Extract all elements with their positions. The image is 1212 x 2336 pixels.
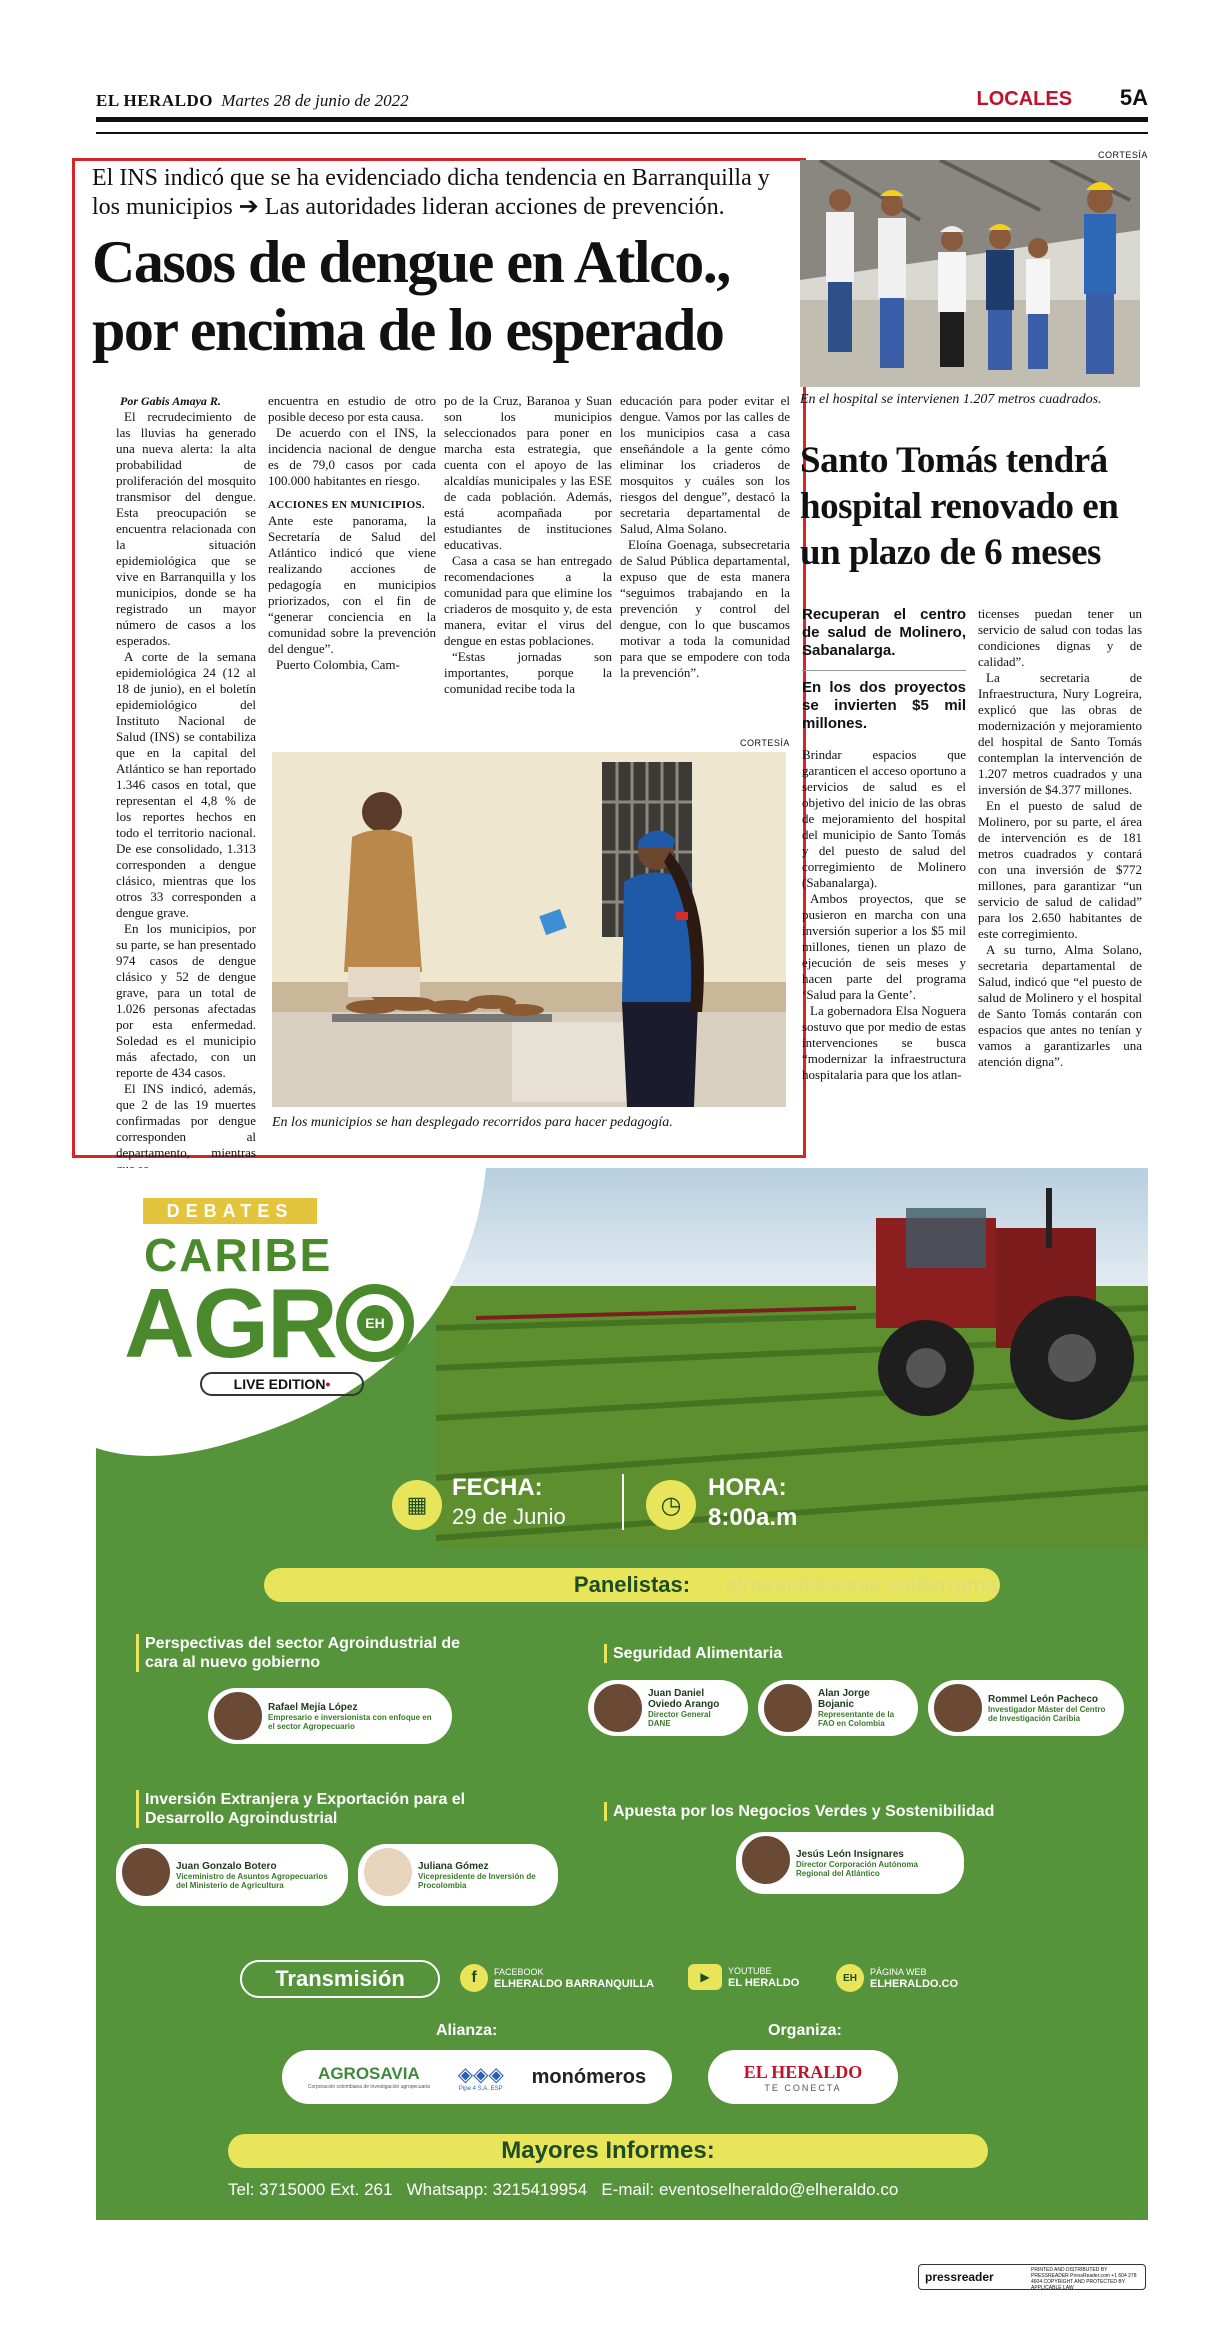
informes-label: Mayores Informes: <box>501 2137 715 2164</box>
eh-icon: EH <box>836 1964 864 1992</box>
article-column-2 <box>268 393 436 673</box>
topic-4: Apuesta por los Negocios Verdes y Sostenibilidad <box>604 1802 1084 1821</box>
contact-info: Tel: 3715000 Ext. 261 Whatsapp: 3215419954 E-mail: eventoselheraldo@elheraldo.co <box>228 2180 899 2199</box>
paragraph: “Estas jornadas son importantes, porque la comunidad recibe toda la <box>444 649 612 696</box>
article-column-3 <box>444 393 612 697</box>
page-number: 5A <box>1119 85 1148 110</box>
panelist-name: Juan Daniel Oviedo Arango <box>648 1688 720 1710</box>
panelist-name: Rafael Mejía López <box>268 1701 358 1713</box>
topic-3: Inversión Extranjera y Exportación para el Desarrollo Agroindustrial <box>136 1790 516 1828</box>
caribe-label: CARIBE <box>144 1229 333 1281</box>
paragraph: encuentra en estudio de otro posible deceso por esta causa. <box>268 393 436 424</box>
youtube-link[interactable] <box>688 1964 799 1990</box>
panelist-role: Vicepresidente de Inversión de Procolombia <box>418 1871 536 1890</box>
sponsors-pill <box>282 2050 672 2104</box>
organizer-pill <box>708 2050 898 2104</box>
avatar <box>740 1834 792 1886</box>
panelist-card <box>358 1844 558 1906</box>
article-column-4 <box>620 393 790 681</box>
paragraph: Casa a casa se han entregado recomendaciones a la comunidad para que elimine los criaderos de mosquito y, de esta manera, evitar el virus del dengue en estas poblaciones. <box>444 553 612 648</box>
transmision-label: Transmisión <box>275 1966 405 1991</box>
side-column-1 <box>802 606 966 1083</box>
paragraph: En el puesto de salud de Molinero, por su parte, el área de intervención es de 181 metros cuadrados y contará con una inversión de $772 millones, para garantizar “un servicio de salud de calidad” para los 2.650 habitantes de este corregimiento. <box>978 798 1142 941</box>
issue-date: Martes 28 de junio de 2022 <box>221 91 409 110</box>
paragraph: ticenses puedan tener un servicio de salud con todas las condiciones dignas y de calidad”. <box>978 606 1142 669</box>
panelist-role: Representante de la FAO en Colombia <box>818 1710 895 1728</box>
topic-2: Seguridad Alimentaria <box>604 1644 964 1663</box>
masthead-rule <box>96 132 1148 134</box>
avatar <box>212 1690 264 1742</box>
channel-top: YOUTUBE <box>728 1966 772 1976</box>
partner-text: Pipe 4 S.A. ESP <box>458 2086 503 2092</box>
article-photo <box>272 752 786 1107</box>
masthead <box>96 85 1148 122</box>
agro-label: AGR <box>124 1268 336 1378</box>
panelist-card <box>208 1688 452 1744</box>
side-headline: Santo Tomás tendrá hospital renovado en un plazo de 6 meses <box>800 440 1119 573</box>
side-photo-illustration <box>800 160 1140 387</box>
article-column-1 <box>116 393 256 1177</box>
channel-top: PÁGINA WEB <box>870 1967 927 1977</box>
heraldo-tagline: TE CONECTA <box>764 2082 842 2093</box>
avatar <box>932 1682 984 1734</box>
agrosavia-logo <box>308 2064 430 2090</box>
date-divider <box>622 1474 624 1530</box>
photo-illustration <box>272 752 786 1107</box>
panelist-name: Juliana Gómez <box>418 1860 489 1872</box>
avatar <box>120 1846 172 1898</box>
byline: Por Gabis Amaya R. <box>120 394 221 408</box>
panelist-card <box>736 1832 964 1894</box>
hora-value: 8:00a.m <box>708 1504 798 1531</box>
partner-icon: ◈◈◈ <box>457 2062 504 2086</box>
paper-name: EL HERALDO <box>96 91 213 110</box>
live-edition-badge <box>200 1372 364 1396</box>
side-deck-1: Recuperan el centro de salud de Molinero, Sabanalarga. <box>802 606 966 659</box>
panelist-name: Juan Gonzalo Botero <box>176 1860 277 1872</box>
side-column-2 <box>978 606 1142 1070</box>
article-headline: Casos de dengue en Atlco., por encima de lo esperado <box>92 229 730 363</box>
photo-credit: CORTESÍA <box>740 738 790 748</box>
paragraph: Ante este panorama, la Secretaría de Salud del Atlántico indicó que viene realizando acciones de pedagogía en municipios priorizados, con el fin de “generar conciencia en la comunidad sobre la prevención del dengue”. <box>268 513 436 656</box>
panelist-role: Viceministro de Asuntos Agropecuarios del Ministerio de Agricultura <box>176 1871 328 1890</box>
heraldo-logo: EL HERALDO <box>743 2061 863 2082</box>
panelist-card <box>758 1680 918 1736</box>
paragraph: De acuerdo con el INS, la incidencia nacional de dengue es de 79,0 casos por cada 100.000 habitantes en riesgo. <box>268 425 436 488</box>
paragraph: En los municipios, por su parte, se han presentado 974 casos de dengue clásico y 52 de dengue grave, para un total de 1.026 personas afectadas por esta enfermedad. Soledad es el municipio más afectado, con un reporte de 434 casos. <box>116 921 256 1080</box>
facebook-icon: f <box>460 1964 488 1992</box>
partner-logo <box>458 2062 504 2092</box>
side-photo <box>800 160 1140 387</box>
panelist-role: Investigador Máster del Centro de Investigación Caribia <box>988 1704 1106 1723</box>
panelist-name: Rommel León Pacheco <box>988 1693 1099 1705</box>
paragraph: El recrudecimiento de las lluvias ha generado una nueva alerta: la alta probabilidad de proliferación del mosquito transmisor del dengue. Esta preocupación se encuentra relacionada con la situación epidemiológica que se vive en Barranquilla y los municipios, donde se ha registrado un mayor número de casos a los esperados. <box>116 409 256 648</box>
fecha-label: FECHA: <box>452 1474 543 1501</box>
paragraph: Puerto Colombia, Cam- <box>276 657 400 672</box>
avatar <box>362 1846 414 1898</box>
paragraph: educación para poder evitar el dengue. Vamos por las calles de los municipios casa a casa enseñándole a la gente cómo eliminar los criaderos de mosquitos y cuáles son los riesgos del dengue”, destacó la secretaria departamental de Salud, Alma Solano. <box>620 393 790 536</box>
topic-1: Perspectivas del sector Agroindustrial de cara al nuevo gobierno <box>136 1634 496 1672</box>
website-link[interactable] <box>836 1964 958 1992</box>
channel-bottom: ELHERALDO BARRANQUILLA <box>494 1978 655 1990</box>
paragraph: Ambos proyectos, que se pusieron en marcha con una inversión superior a los $5 mil millones, tienen un plazo de ejecución de seis meses y hacen parte del programa ‘Salud para la Gente’. <box>802 891 966 1002</box>
pressreader-footer <box>918 2264 1146 2290</box>
side-photo-caption: En el hospital se intervienen 1.207 metros cuadrados. <box>800 392 1102 407</box>
side-photo-credit: CORTESÍA <box>1098 150 1148 160</box>
panelist-card <box>116 1844 348 1906</box>
panelist-card <box>928 1680 1124 1736</box>
channel-bottom: EL HERALDO <box>728 1977 800 1989</box>
article-photo-caption: En los municipios se han desplegado recorridos para hacer pedagogía. <box>272 1115 673 1130</box>
article-kicker: El INS indicó que se ha evidenciado dicha tendencia en Barranquilla y los municipios ➔ Las autoridades lideran acciones de prevención. <box>92 165 770 220</box>
panelist-role: Director Corporación Autónoma Regional del Atlántico <box>796 1859 918 1878</box>
watermark: elheraldo#sonia valderrama <box>726 1572 998 1597</box>
live-dot: • <box>325 1376 331 1392</box>
clock-icon: ◷ <box>646 1480 696 1530</box>
youtube-icon: ▶ <box>688 1964 722 1990</box>
panelist-name: Alan Jorge Bojanic <box>818 1688 870 1710</box>
paragraph: La gobernadora Elsa Noguera sostuvo que por medio de estas intervenciones se busca “modernizar la infraestructura hospitalaria para que los atlan- <box>802 1003 966 1082</box>
channel-top: FACEBOOK <box>494 1967 544 1977</box>
live-edition-label: LIVE EDITION <box>233 1376 326 1392</box>
paragraph: La secretaria de Infraestructura, Nury Logreira, explicó que las obras de modernización y mejoramiento del hospital de Santo Tomás contemplan la intervención de 1.207 metros cuadrados y una inversión de $4.377 millones. <box>978 670 1142 797</box>
debates-label: DEBATES <box>143 1198 317 1224</box>
hora-label: HORA: <box>708 1474 787 1501</box>
event-advertisement <box>96 1168 1148 2220</box>
subhead: ACCIONES EN MUNICIPIOS. <box>268 499 425 511</box>
monomeros-logo: monómeros <box>531 2065 647 2088</box>
panelist-role: Director General DANE <box>648 1710 711 1728</box>
masthead-left <box>96 91 409 111</box>
organiza-label: Organiza: <box>768 2022 842 2039</box>
fecha-value: 29 de Junio <box>452 1504 566 1529</box>
paragraph: Brindar espacios que garanticen el acceso oportuno a servicios de salud es el objetivo del inicio de las obras de mejoramiento del hospital del municipio de Santo Tomás y del puesto de salud del corregimiento de Molinero (Sabanalarga). <box>802 747 966 890</box>
panelist-role: Empresario e inversionista con enfoque en el sector Agropecuario <box>268 1712 432 1731</box>
pressreader-legal: PRINTED AND DISTRIBUTED BY PRESSREADER PressReader.com +1 604 278 4604 COPYRIGHT AND PROTECTED BY APPLICABLE LAW <box>1031 2267 1137 2291</box>
paragraph: A su turno, Alma Solano, secretaria departamental de Salud, indicó que “el puesto de salud de Molinero y el hospital de Santo Tomás contarán con espacios que antes no tenían y vamos a garantizarles una atención digna”. <box>978 942 1142 1069</box>
avatar <box>762 1682 814 1734</box>
calendar-icon: ▦ <box>392 1480 442 1530</box>
agrosavia-text: AGROSAVIA <box>318 2064 420 2083</box>
paragraph: El INS indicó, además, que 2 de las 19 muertes confirmadas por dengue corresponden al departamento, mientras <box>116 1081 256 1160</box>
alianza-label: Alianza: <box>436 2022 498 2039</box>
pressreader-logo: pressreader <box>925 2270 994 2284</box>
eh-o-icon <box>336 1284 414 1362</box>
agrosavia-sub: Corporación colombiana de investigación agropecuaria <box>307 2084 430 2090</box>
eh-mark: EH <box>357 1305 393 1341</box>
tractor-field-photo <box>436 1168 1148 1548</box>
transmision-badge <box>240 1960 440 1998</box>
panelist-card <box>588 1680 748 1736</box>
side-deck-2: En los dos proyectos se invierten $5 mil millones. <box>802 670 966 733</box>
panelist-name: Jesús León Insignares <box>796 1848 904 1860</box>
paragraph: A corte de la semana epidemiológica 24 (12 al 18 de junio), en el boletín epidemiológico del Instituto Nacional de Salud (INS) se contabiliza que en la capital del Atlántico se han reportado 1.346 casos en total, que representan el 4,8 % de los reportes hechos en todo el territorio nacional. De ese consolidado, 1.313 corresponden a dengue clásico, mientras que los otros 33 corresponden a dengue grave. <box>116 649 256 920</box>
paragraph: po de la Cruz, Baranoa y Suan son los municipios seleccionados para poner en marcha esta estrategia, que cuenta con el apoyo de las alcaldías municipales y las ESE de cada población. Además, está acompañada por estudiantes de instituciones educativas. <box>444 393 612 552</box>
paragraph: Eloína Goenaga, subsecretaria de Salud Pública departamental, expuso que de esta manera “seguimos trabajando en la prevención y control del dengue, con lo que buscamos motivar a toda la comunidad para que se empodere con toda la prevención”. <box>620 537 790 680</box>
avatar <box>592 1682 644 1734</box>
section-name: LOCALES <box>976 88 1073 110</box>
channel-bottom: ELHERALDO.CO <box>870 1978 958 1990</box>
panelistas-label: Panelistas: <box>573 1572 691 1597</box>
informes-bar <box>228 2134 988 2168</box>
facebook-link[interactable] <box>460 1964 654 1992</box>
